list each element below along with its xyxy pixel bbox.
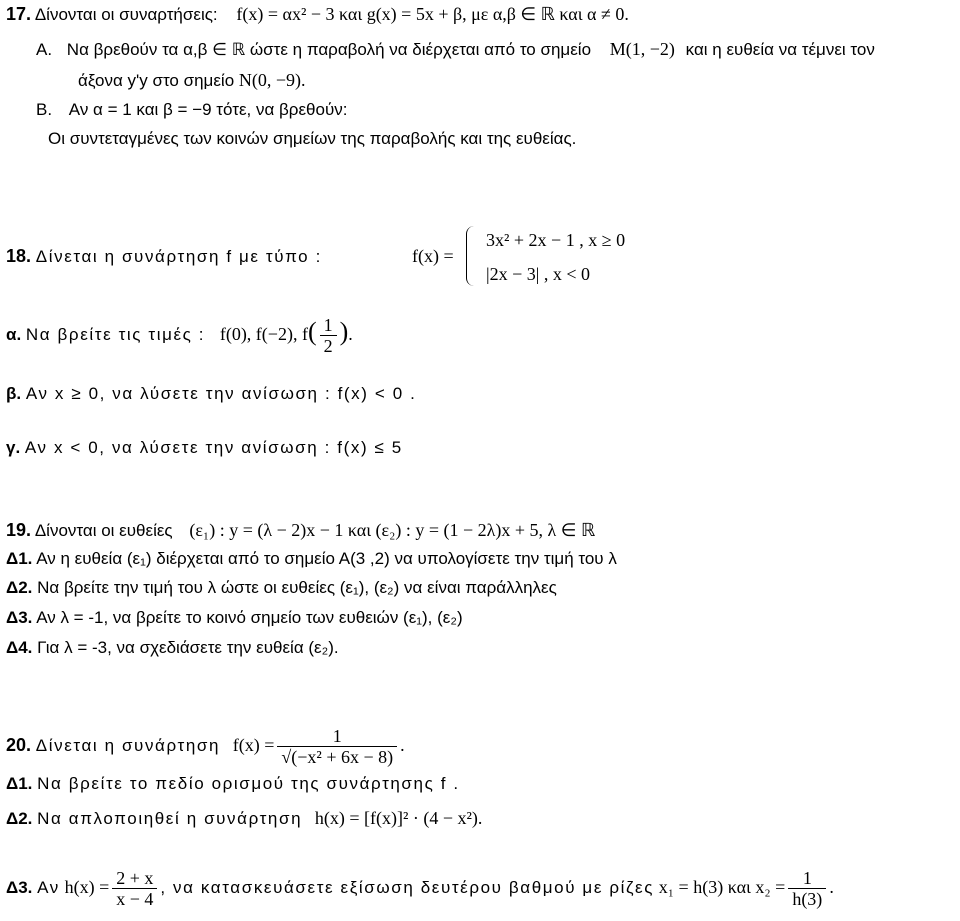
q20-d1-text: Να βρείτε το πεδίο ορισμού της συνάρτησης f . — [37, 774, 460, 793]
q20-intro: Δίνεται η συνάρτηση — [35, 736, 221, 755]
q18-a-frac-den: 2 — [323, 336, 333, 357]
q18-part-c — [6, 436, 403, 460]
q18-f-lhs: f(x) = — [412, 246, 454, 266]
q18-a-label: α. — [6, 325, 22, 344]
q20-d3-text-2: , να κατασκευάσετε εξίσωση δευτέρου βαθμού με ρίζες — [160, 878, 655, 897]
q18-header — [6, 244, 322, 269]
q17-part-b — [36, 98, 348, 122]
q20-f-den: √(−x² + 6x − 8) — [281, 747, 394, 768]
q19-equations: (ε₁) : y = (λ − 2)x − 1 και (ε₂) : y = (1 − 2λ)x + 5, λ ∈ ℝ — [189, 520, 596, 540]
q19-intro: Δίνονται οι ευθείες — [34, 521, 173, 540]
q18-case-1: 3x² + 2x − 1 , x ≥ 0 — [486, 230, 626, 250]
q19-d1 — [6, 547, 617, 571]
q20-d3-h-num: 2 + x — [112, 868, 157, 889]
q17-header — [6, 2, 629, 27]
q18-part-b — [6, 382, 416, 406]
q17-point-m: M(1, −2) — [609, 39, 675, 59]
q18-c-text: Αν x < 0, να λύσετε την ανίσωση : f(x) ≤ 5 — [24, 438, 403, 457]
q20-d1 — [6, 772, 460, 796]
q17-part-a-line2 — [78, 68, 306, 93]
q20-d3-text-1: Αν — [37, 878, 60, 897]
q18-a-text: Να βρείτε τις τιμές : — [25, 325, 206, 344]
q19-d3 — [6, 606, 463, 630]
q20-d3-roots: x₁ = h(3) και x₂ = — [658, 877, 786, 897]
q20-f-fraction — [277, 726, 397, 767]
q20-d1-label: Δ1. — [6, 774, 33, 793]
q18-part-a: α. Να βρείτε τις τιμές : f(0), f(−2), f( $\frac{1}{2}$ ). — [6, 315, 353, 357]
q19-d2-label: Δ2. — [6, 578, 33, 597]
q20-f-lhs: f(x) = — [232, 735, 275, 755]
q18-a-values: f(0), f(−2), f — [219, 324, 308, 344]
q17-b-line2: Οι συντεταγμένες των κοινών σημείων της παραβολής και της ευθείας. — [48, 129, 577, 148]
q19-header — [6, 518, 595, 543]
q18-c-label: γ. — [6, 438, 21, 457]
q20-d3-label: Δ3. — [6, 878, 33, 897]
q17-intro: Δίνονται οι συναρτήσεις: — [34, 5, 218, 24]
q19-d2 — [6, 576, 557, 600]
q18-number: 18. — [6, 246, 32, 266]
q17-b-text: Αν α = 1 και β = −9 τότε, να βρεθούν: — [68, 100, 348, 119]
q20-d2 — [6, 806, 482, 831]
q19-d1-label: Δ1. — [6, 549, 33, 568]
q20-d2-label: Δ2. — [6, 809, 33, 828]
q20-d3-h-fraction — [112, 868, 157, 909]
q20-d3-r2-num: 1 — [788, 868, 826, 889]
q17-point-n: N(0, −9). — [238, 70, 306, 90]
q20-d3: Δ3. Αν h(x) = $\frac{2 + x}{x - 4}$ , να κατασκευάσετε εξίσωση δευτέρου βαθμού με ρίζες x₁ = h(3) και x₂ = $\frac{1}{h(3)}$ . — [6, 868, 834, 910]
q20-d3-root2-fraction — [788, 868, 826, 909]
q17-a-text-1: Να βρεθούν τα α,β ∈ ℝ ώστε η παραβολή να διέρχεται από το σημείο — [66, 40, 592, 59]
q17-a-text-2: και η ευθεία να τέμνει τον — [685, 40, 875, 59]
q19-d2-text: Να βρείτε την τιμή του λ ώστε οι ευθείες (ε₁), (ε₂) να είναι παράλληλες — [37, 578, 557, 597]
q18-b-label: β. — [6, 384, 22, 403]
q20-d2-formula: h(x) = [f(x)]² · (4 − x²). — [314, 808, 483, 828]
q19-d4-text: Για λ = -3, να σχεδιάσετε την ευθεία (ε₂). — [37, 638, 339, 657]
q18-a-frac-num: 1 — [320, 315, 337, 336]
q18-intro: Δίνεται η συνάρτηση f με τύπο : — [35, 247, 322, 266]
q20-d2-text: Να απλοποιηθεί η συνάρτηση — [37, 809, 303, 828]
q18-b-text: Αν x ≥ 0, να λύσετε την ανίσωση : f(x) < 0 . — [25, 384, 417, 403]
q19-number: 19. — [6, 520, 32, 540]
q20-d3-r2-den: h(3) — [792, 889, 823, 910]
q18-piecewise-brace — [466, 226, 477, 286]
q20-number: 20. — [6, 735, 32, 755]
q17-b-label: Β. — [36, 100, 53, 119]
q18-case-2: |2x − 3| , x < 0 — [486, 264, 591, 284]
q18-a-fraction — [320, 315, 337, 356]
q19-d3-text: Αν λ = -1, να βρείτε το κοινό σημείο των ευθειών (ε₁), (ε₂) — [36, 608, 463, 627]
q20-d3-h-lhs: h(x) = — [64, 877, 110, 897]
q17-number: 17. — [6, 4, 32, 24]
q20-d3-h-den: x − 4 — [116, 889, 154, 910]
q20-header: 20. Δίνεται η συνάρτηση f(x) = $\frac{1}{\text{√(−x² + 6x − 8)}}$ . — [6, 726, 405, 768]
q19-d1-text: Αν η ευθεία (ε₁) διέρχεται από το σημείο Α(3 ,2) να υπολογίσετε την τιμή του λ — [36, 549, 617, 568]
q19-d3-label: Δ3. — [6, 608, 33, 627]
q17-a-label: Α. — [36, 40, 53, 59]
q19-d4-label: Δ4. — [6, 638, 33, 657]
q19-d4 — [6, 636, 339, 660]
q17-formula: f(x) = αx² − 3 και g(x) = 5x + β, με α,β ∈ ℝ και α ≠ 0. — [236, 4, 629, 24]
q17-a-text-3: άξονα y'y στο σημείο — [78, 71, 235, 90]
q20-f-num: 1 — [277, 726, 397, 747]
q17-part-a — [36, 37, 875, 62]
